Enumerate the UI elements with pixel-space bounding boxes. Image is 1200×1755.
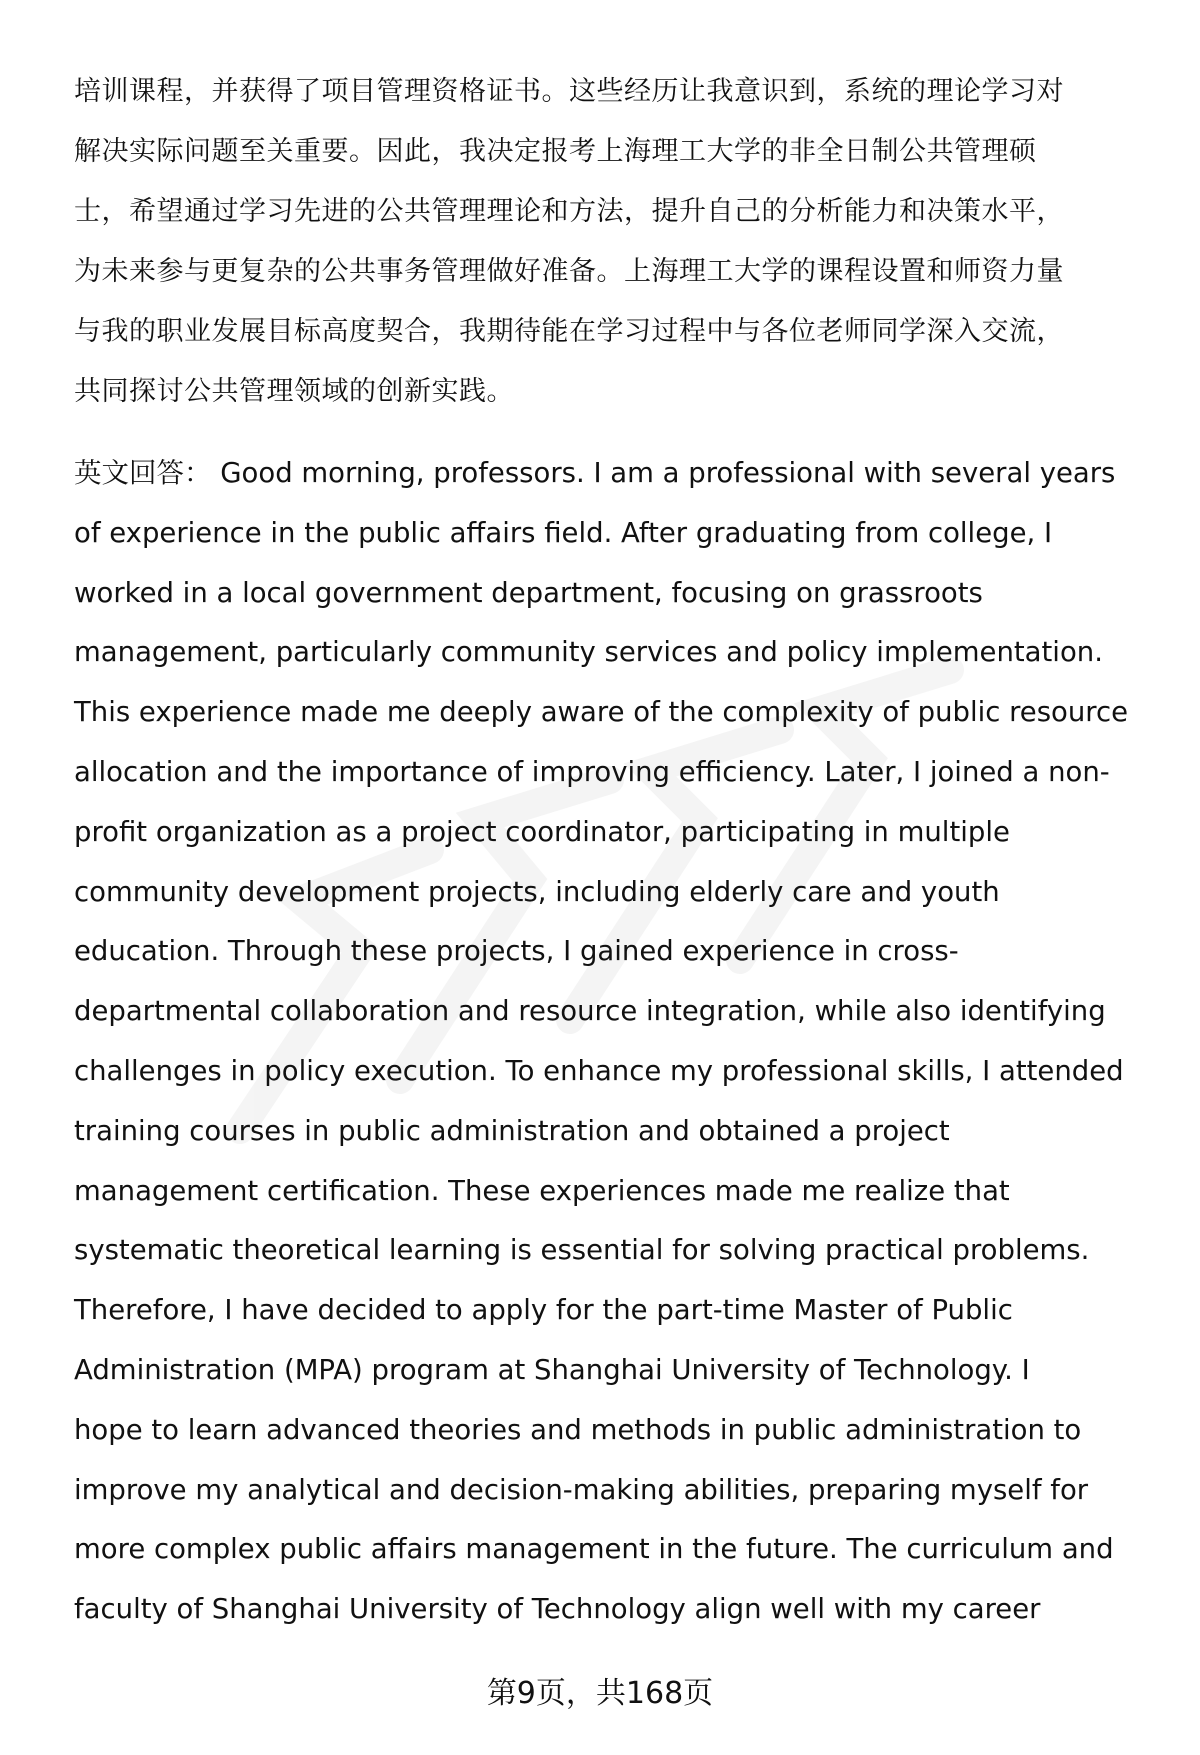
english-line: management certification. These experiences made me realize that [74,1174,1010,1207]
english-line: management, particularly community services and policy implementation. [74,636,1103,669]
chinese-line: 共同探讨公共管理领域的创新实践。 [74,376,514,407]
english-line: of experience in the public affairs field. After graduating from college, I [74,516,1053,549]
english-line: challenges in policy execution. To enhance my professional skills, I attended [74,1054,1124,1087]
english-line: improve my analytical and decision-making abilities, preparing myself for [74,1473,1089,1506]
english-line: allocation and the importance of improving efficiency. Later, I joined a non- [74,755,1110,788]
english-line: more complex public affairs management in the future. The curriculum and [74,1533,1114,1566]
chinese-line: 为未来参与更复杂的公共事务管理做好准备。上海理工大学的课程设置和师资力量 [74,256,1064,287]
english-line: faculty of Shanghai University of Technology align well with my career [74,1593,1041,1626]
english-line: Administration (MPA) program at Shanghai University of Technology. I [74,1353,1030,1386]
english-line: Therefore, I have decided to apply for the part-time Master of Public [74,1294,1013,1327]
english-line: hope to learn advanced theories and methods in public administration to [74,1413,1082,1446]
main-content [74,62,1164,1640]
english-line: training courses in public administration and obtained a project [74,1114,950,1147]
english-answer-paragraph [74,444,1164,1640]
chinese-line: 解决实际问题至关重要。因此，我决定报考上海理工大学的非全日制公共管理硕 [74,136,1037,167]
english-line: worked in a local government department, focusing on grassroots [74,576,983,609]
chinese-paragraph [74,62,1164,422]
english-line: departmental collaboration and resource integration, while also identifying [74,995,1106,1028]
chinese-line: 士，希望通过学习先进的公共管理理论和方法，提升自己的分析能力和决策水平， [74,196,1064,227]
english-line: community development projects, including elderly care and youth [74,875,1000,908]
chinese-line: 培训课程，并获得了项目管理资格证书。这些经历让我意识到，系统的理论学习对 [74,76,1064,107]
page-number-footer: 第9页，共168页 [486,1676,714,1711]
chinese-line: 与我的职业发展目标高度契合，我期待能在学习过程中与各位老师同学深入交流， [74,316,1064,347]
english-line: 英文回答： Good morning, professors. I am a professional with several years [74,457,1116,489]
english-line: systematic theoretical learning is essential for solving practical problems. [74,1234,1090,1267]
english-line: profit organization as a project coordinator, participating in multiple [74,815,1010,848]
english-line: education. Through these projects, I gained experience in cross- [74,935,959,968]
english-line: This experience made me deeply aware of the complexity of public resource [74,696,1129,729]
